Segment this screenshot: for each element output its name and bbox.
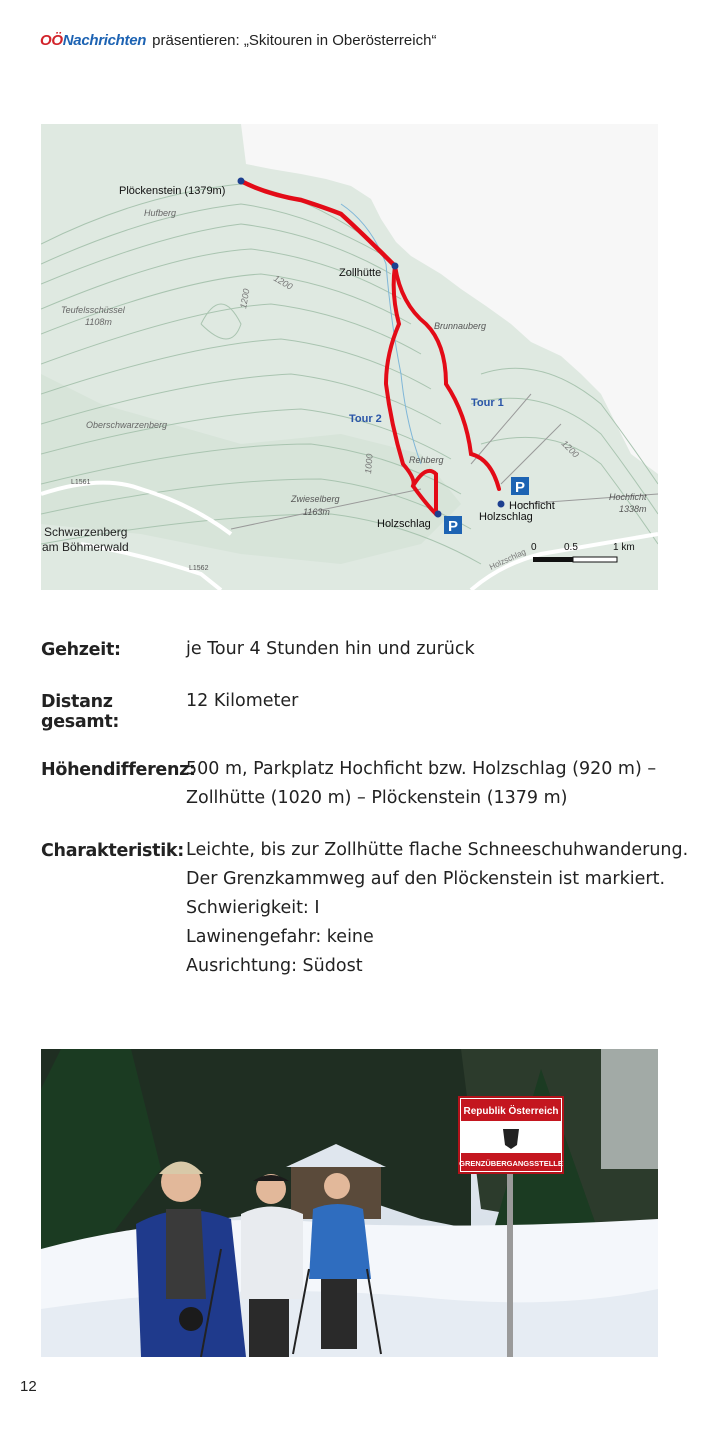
- map-graphic: [41, 124, 658, 590]
- header-text: präsentieren: „Skitouren in Oberösterreich“: [152, 32, 437, 49]
- charakteristik-row: [41, 840, 689, 981]
- ploeckenstein-label: Plöckenstein (1379m): [119, 185, 226, 197]
- zollhuette-point: [392, 263, 399, 270]
- hochficht-peak-label: Hochficht: [609, 492, 647, 502]
- holzschlag-left-label: Holzschlag: [377, 518, 431, 530]
- zwieselberg-label: Zwieselberg: [291, 494, 340, 504]
- route-map: [41, 124, 658, 590]
- hoehe-label: Höhendifferenz:: [41, 760, 196, 780]
- schwarzenberg-label-1: Schwarzenberg: [44, 525, 128, 539]
- border-area: [241, 124, 658, 474]
- contour-label-1200b: 1200: [238, 287, 252, 310]
- photo-graphic: [41, 1049, 658, 1357]
- charakteristik-line: Lawinengefahr: keine: [186, 927, 374, 947]
- tour-info: [41, 639, 689, 1009]
- svg-text:0.5: 0.5: [564, 542, 578, 553]
- charakteristik-value: [186, 836, 688, 981]
- sign-top-text: Republik Österreich: [463, 1106, 559, 1117]
- svg-text:1 km: 1 km: [613, 542, 635, 553]
- brunnauberg-label: Brunnauberg: [434, 321, 487, 331]
- oberschwarzenberg-label: Oberschwarzenberg: [86, 420, 168, 430]
- distanz-row: [41, 692, 681, 732]
- hufberg-label: Hufberg: [144, 208, 177, 218]
- charakteristik-line: Ausrichtung: Südost: [186, 956, 363, 976]
- schwarzenberg-label-2: am Böhmerwald: [42, 540, 129, 554]
- ploeckenstein-point: [238, 178, 245, 185]
- zwieselberg-alt: 1163m: [303, 507, 330, 517]
- gehzeit-label: Gehzeit:: [41, 640, 121, 660]
- svg-text:P: P: [447, 518, 459, 535]
- road-l1562: L1562: [189, 565, 209, 572]
- logo-main: Nachrichten: [62, 32, 147, 49]
- road-l1561: L1561: [71, 479, 91, 486]
- hoehe-line-2: Zollhütte (1020 m) – Plöckenstein (1379 m): [186, 788, 568, 808]
- svg-text:0: 0: [531, 542, 537, 553]
- page-header: [40, 32, 436, 49]
- holzschlag-point: [435, 511, 442, 518]
- charakteristik-label: Charakteristik:: [41, 841, 184, 861]
- gehzeit-row: [41, 640, 681, 664]
- sign-bottom-text: GRENZÜBERGANGSSTELLE: [459, 1159, 563, 1168]
- charakteristik-line: Schwierigkeit: I: [186, 898, 320, 918]
- svg-text:P: P: [514, 479, 526, 496]
- rehberg-label: Rehberg: [409, 455, 444, 465]
- distanz-value: [186, 687, 298, 732]
- hochficht-label: Hochficht: [509, 500, 555, 512]
- tour1-label: Tour 1: [471, 397, 504, 409]
- teufelsschuessel-label: Teufelsschüssel: [61, 305, 125, 315]
- newspaper-logo: [40, 32, 146, 49]
- holzschlag-right-label: Holzschlag: [479, 511, 533, 523]
- gehzeit-text: je Tour 4 Stunden hin und zurück: [186, 639, 475, 659]
- tour2-label: Tour 2: [349, 413, 382, 425]
- page-number: 12: [20, 1378, 37, 1395]
- zollhuette-label: Zollhütte: [339, 267, 382, 279]
- charakteristik-line: Leichte, bis zur Zollhütte flache Schneeschuhwanderung.: [186, 840, 689, 860]
- contour-label-1000: 1000: [363, 453, 375, 475]
- distanz-text: 12 Kilometer: [186, 691, 299, 711]
- hochficht-point: [498, 501, 505, 508]
- distanz-label: Distanz gesamt:: [41, 692, 120, 732]
- parking-icon-right: [511, 477, 529, 496]
- parking-icon-left: [444, 516, 462, 535]
- holzschlag-road-label: Holzschlag: [488, 547, 528, 572]
- charakteristik-line: Der Grenzkammweg auf den Plöckenstein ist markiert.: [186, 869, 666, 889]
- teufelsschuessel-alt: 1108m: [85, 317, 112, 327]
- contour-label-1200a: 1200: [272, 273, 295, 292]
- hoehe-value: [186, 755, 656, 813]
- logo-prefix: OÖ: [40, 32, 63, 49]
- hoehe-row: [41, 760, 681, 813]
- contour-label-1200c: 1200: [559, 438, 581, 460]
- gehzeit-value: [186, 635, 475, 664]
- hochficht-peak-alt: 1338m: [619, 504, 647, 514]
- hoehe-line-1: 500 m, Parkplatz Hochficht bzw. Holzschlag (920 m) –: [186, 759, 657, 779]
- hikers-photo: [41, 1049, 658, 1357]
